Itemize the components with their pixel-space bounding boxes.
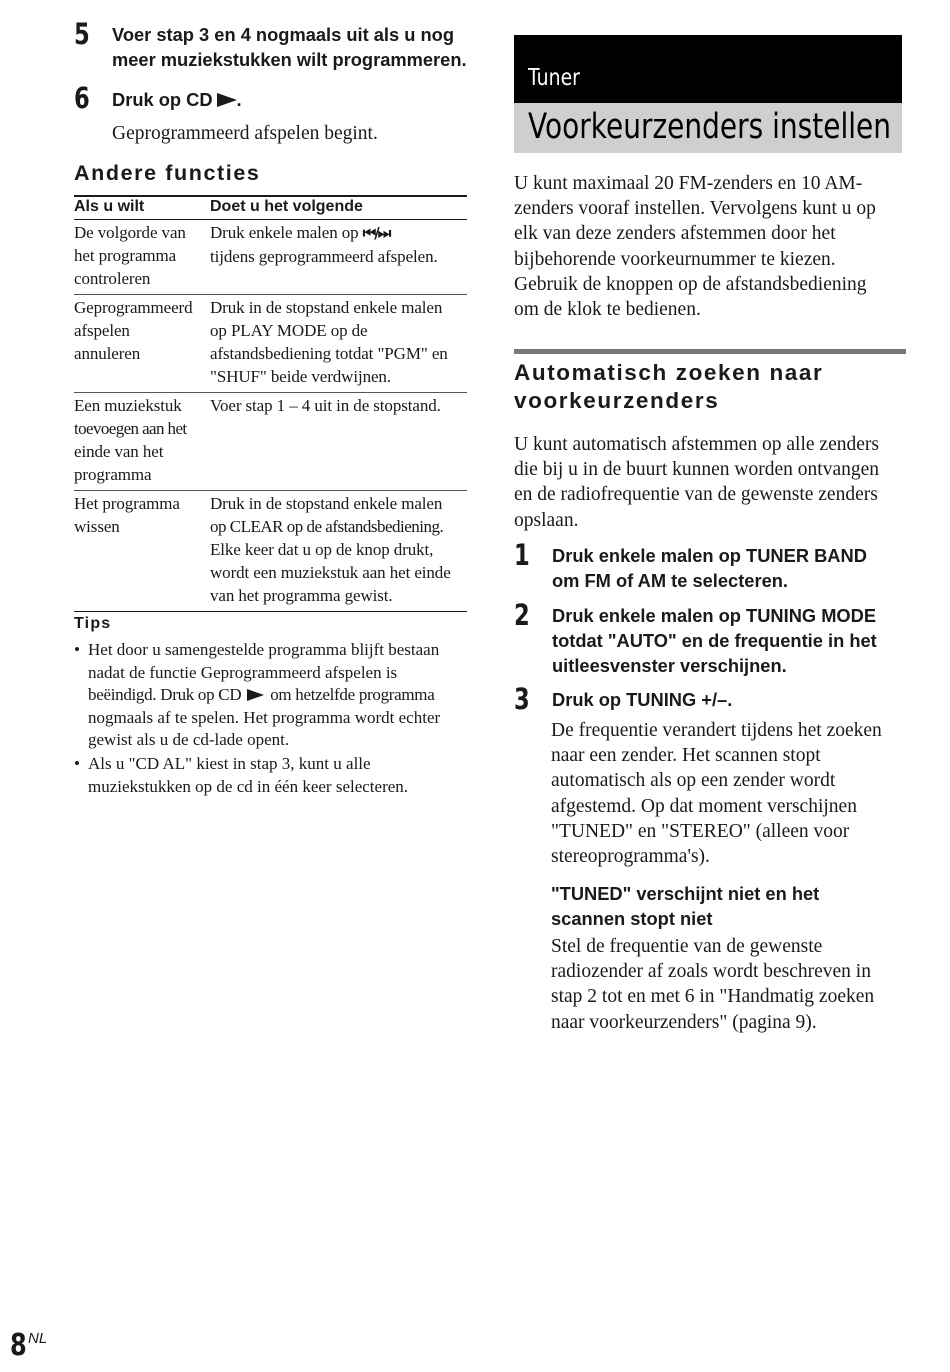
skip-prev-next-icon: ⏮/⏭ [362,224,390,242]
tip-item: • Het door u samengestelde programma blijft bestaan nadat de functie Geprogrammeerd afspelen is beëindigd. Druk op CD om hetzelfde programma nogmaals af te spelen. Het programma wordt echter gewist als u de cd-lade opent. [74,640,441,750]
section-banner [514,35,902,153]
section-title-automatisch: Automatisch zoeken naar voorkeurzenders [514,360,824,413]
play-icon [247,689,264,701]
step-6-result: Geprogrammeerd afspelen begint. [112,123,378,144]
intro-paragraph: U kunt maximaal 20 FM-zenders en 10 AM- zenders vooraf instellen. Vervolgens kunt u op elk van deze zenders afstemmen door het bijbehorende voorkeurnummer te kiezen. Gebruik de knoppen op de afstandsbediening om de klok te bedienen. [514,173,876,321]
play-icon [217,93,237,107]
banner-category: Tuner [528,65,580,91]
step-text: Voer stap 3 en 4 nogmaals uit als u nog meer muziekstukken wilt programmeren. [112,24,467,70]
tips-list [74,639,474,799]
section-intro: U kunt automatisch afstemmen op alle zenders die bij u in de buurt kunnen worden ontvangen en de radiofrequentie van de gewenste zenders opslaan. [514,434,880,531]
table-cell: Druk in de stopstand enkele malen op PLAY MODE op de afstandsbediening totdat "PGM" en "SHUF" beide verdwijnen. [210,295,467,393]
table-row [74,295,467,393]
table-row [74,393,467,491]
step-number: 5 [74,17,90,51]
table-cell: Druk enkele malen op ⏮/⏭ tijdens geprogrammeerd afspelen. [210,220,467,295]
bullet: • [74,640,80,659]
banner-title: Voorkeurzenders instellen [528,107,891,147]
step-3-description: De frequentie verandert tijdens het zoeken naar een zender. Het scannen stopt automatisch als op een zender wordt afgestemd. Op dat moment verschijnen "TUNED" en "STEREO" (alleen voor stereoprogramma's). [551,720,882,868]
table-cell: Voer stap 1 – 4 uit in de stopstand. [210,393,467,491]
tips-title: Tips [74,615,112,632]
table-row [74,220,467,295]
table-cell: Het programma wissen [74,491,210,612]
table-cell: De volgorde van het programma controleren [74,220,210,295]
page-number: 8 NL [10,1328,48,1363]
table-row [74,491,467,612]
note-body: Stel de frequentie van de gewenste radiozender af zoals wordt beschreven in stap 2 tot en met 6 in "Handmatig zoeken naar voorkeurzenders" (pagina 9). [551,936,875,1033]
step-text: Druk enkele malen op TUNING MODE totdat "AUTO" en de frequentie in het uitleesvenster verschijnen. [552,605,877,676]
language-suffix: NL [28,1330,48,1347]
step-number: 6 [74,81,90,115]
step-text: Druk op TUNING +/–. [552,689,733,710]
functions-table [74,195,467,612]
tip-item: • Als u "CD AL" kiest in stap 3, kunt u alle muziekstukken op de cd in één keer selecteren. [74,753,409,796]
section-title-andere-functies: Andere functies [74,161,261,185]
step-number: 2 [514,598,530,632]
table-header: Doet u het volgende [210,196,467,220]
section-divider [514,349,906,354]
table-cell: Geprogrammeerd afspelen annuleren [74,295,210,393]
step-number: 3 [514,682,530,716]
bullet: • [74,753,80,773]
table-cell: Een muziekstuk toevoegen aan het einde van het programma [74,393,210,491]
step-text: Druk enkele malen op TUNER BAND om FM of AM te selecteren. [552,545,867,591]
step-number: 1 [514,538,530,572]
note-title: "TUNED" verschijnt niet en het scannen stopt niet [551,883,820,929]
table-cell: Druk in de stopstand enkele malen op CLEAR op de afstandsbediening. Elke keer dat u op de knop drukt, wordt een muziekstuk aan het einde van het programma gewist. [210,491,467,612]
step-text: Druk op CD . [112,89,242,110]
table-header: Als u wilt [74,196,210,220]
